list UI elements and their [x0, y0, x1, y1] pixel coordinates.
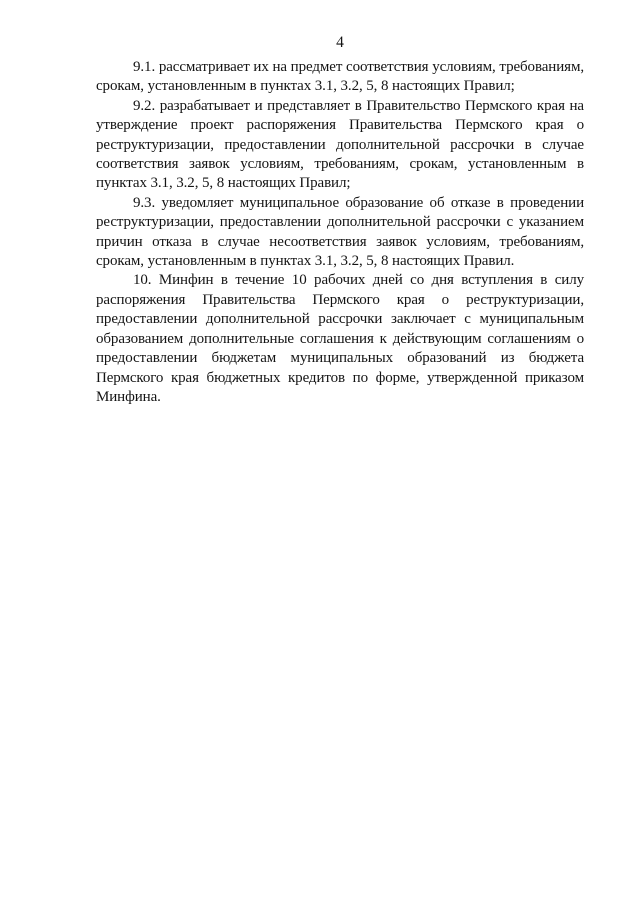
paragraph-10: 10. Минфин в течение 10 рабочих дней со дня вступления в силу распоряжения Правительства Пермского края о реструктуризации, предоставлении дополнительной рассрочки заключает с муниципальным образованием дополнительные соглашения к действующим соглашениям о предоставлении бюджетам муниципальных образований из бюджета Пермского края бюджетных кредитов по форме, утвержденной приказом Минфина. — [96, 272, 584, 405]
document-body — [96, 58, 584, 407]
paragraph-9-1: 9.1. рассматривает их на предмет соответствия условиям, требованиям, срокам, установленным в пунктах 3.1, 3.2, 5, 8 настоящих Правил; — [96, 59, 584, 95]
page-number: 4 — [336, 34, 344, 51]
paragraph-9-3: 9.3. уведомляет муниципальное образование об отказе в проведении реструктуризации, предоставлении дополнительной рассрочки с указанием причин отказа в случае несоответствия заявок условиям, требованиям, срокам, установленным в пунктах 3.1, 3.2, 5, 8 настоящих Правил. — [96, 194, 584, 270]
paragraph-9-2: 9.2. разрабатывает и представляет в Правительство Пермского края на утверждение проект распоряжения Правительства Пермского края о реструктуризации, предоставлении дополнительной рассрочки в случае соответствия заявок условиям, требованиям, срокам, установленным в пунктах 3.1, 3.2, 5, 8 настоящих Правил; — [96, 97, 584, 192]
